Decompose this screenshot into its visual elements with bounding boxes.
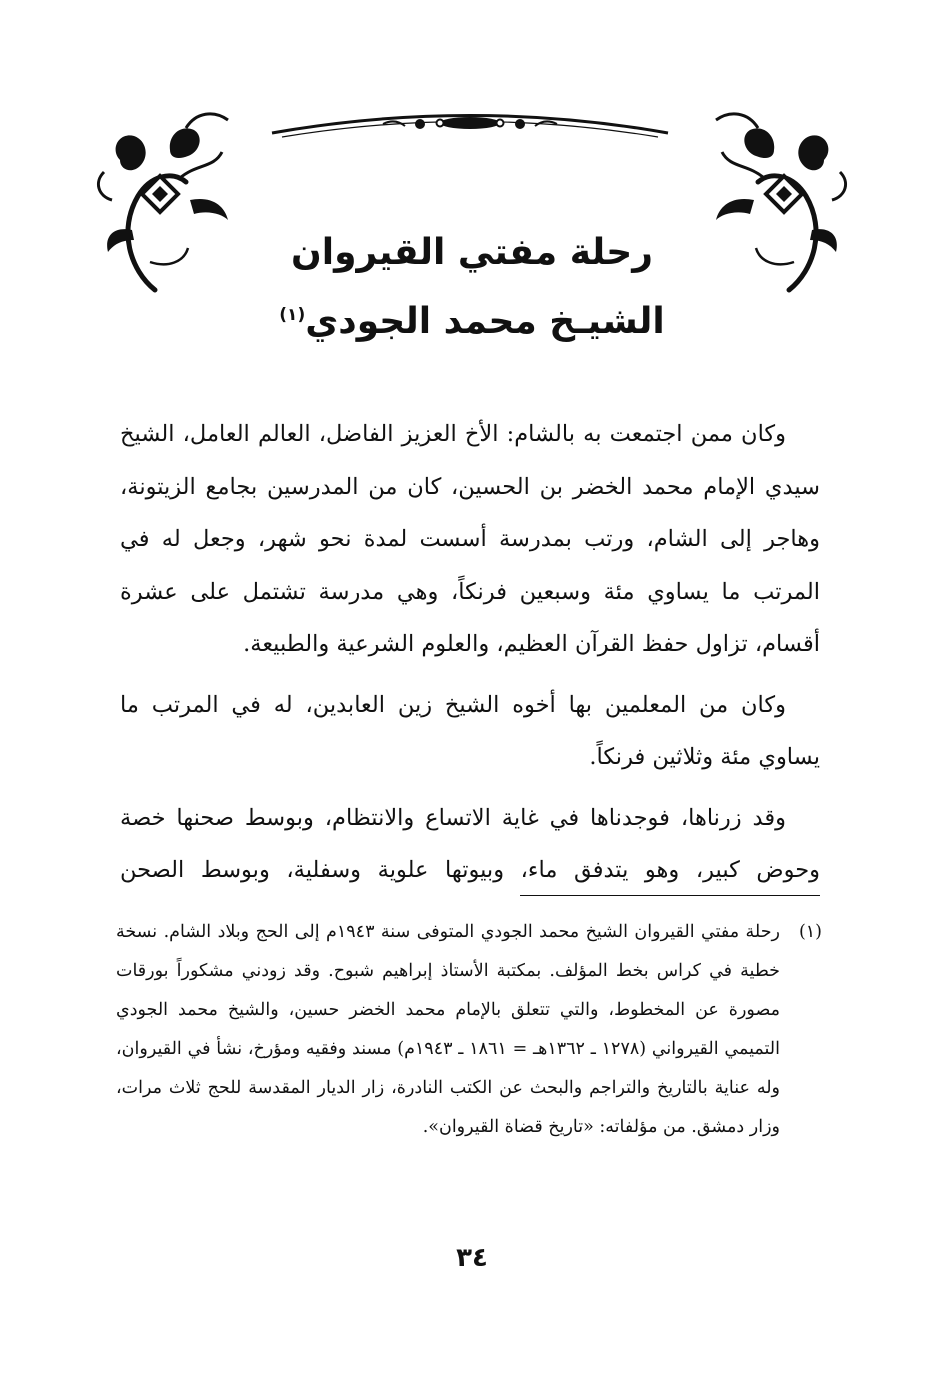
left-corner-ornament <box>98 114 228 290</box>
footnote-text: رحلة مفتي القيروان الشيخ محمد الجودي المتوفى سنة ١٩٤٣م إلى الحج وبلاد الشام. نسخة خطية في كراس بخط المؤلف. بمكتبة الأستاذ إبراهيم شبوح. وقد زودني مشكوراً بورقات مصورة عن المخطوط، والتي تتعلق بالإمام محمد الخضر حسين، والشيخ محمد الجودي التميمي القيرواني (١٢٧٨ ـ ١٣٦٢هـ = ١٨٦١ ـ ١٩٤٣م) مسند وفقيه ومؤرخ، نشأ في القيروان، وله عناية بالتاريخ والتراجم والبحث عن الكتب النادرة، زار الديار المقدسة للحج ثلاث مرات، وزار دمشق. من مؤلفاته: «تاريخ قضاة القيروان». <box>116 922 780 1137</box>
footnote-separator <box>520 895 820 896</box>
chapter-title <box>230 222 714 353</box>
body-paragraph: وكان من المعلمين بها أخوه الشيخ زين العابدين، له في المرتب ما يساوي مئة وثلاثين فرنكاً. <box>120 691 820 770</box>
page-number: ٣٤ <box>456 1243 488 1273</box>
body-text <box>120 408 820 905</box>
title-line-2-text: الشيـخ محمد الجودي <box>305 301 665 342</box>
title-footnote-marker: (١) <box>279 305 306 325</box>
body-paragraph: وقد زرناها، فوجدناها في غاية الاتساع والانتظام، وبوسط صحنها خصة وحوض كبير، وهو يتدفق ماء، وبيوتها علوية وسفلية، وبوسط الصحن <box>120 804 820 883</box>
footnote-marker: (١) <box>798 922 822 942</box>
right-corner-ornament <box>716 114 846 290</box>
title-line-2 <box>230 284 714 353</box>
top-arch-ornament <box>272 116 668 138</box>
footnotes <box>116 913 822 1147</box>
title-line-1: رحلة مفتي القيروان <box>291 232 653 273</box>
body-paragraph: وكان ممن اجتمعت به بالشام: الأخ العزيز الفاضل، العالم العامل، الشيخ سيدي الإمام محمد الخضر بن الحسين، كان من المدرسين بجامع الزيتونة، وهاجر إلى الشام، ورتب بمدرسة أسست لمدة نحو شهر، وجعل له في المرتب ما يساوي مئة وسبعين فرنكاً، وهي مدرسة تشتمل على عشرة أقسام، تزاول حفظ القرآن العظيم، والعلوم الشرعية والطبيعة. <box>120 421 820 657</box>
footnote-item <box>116 913 822 1147</box>
